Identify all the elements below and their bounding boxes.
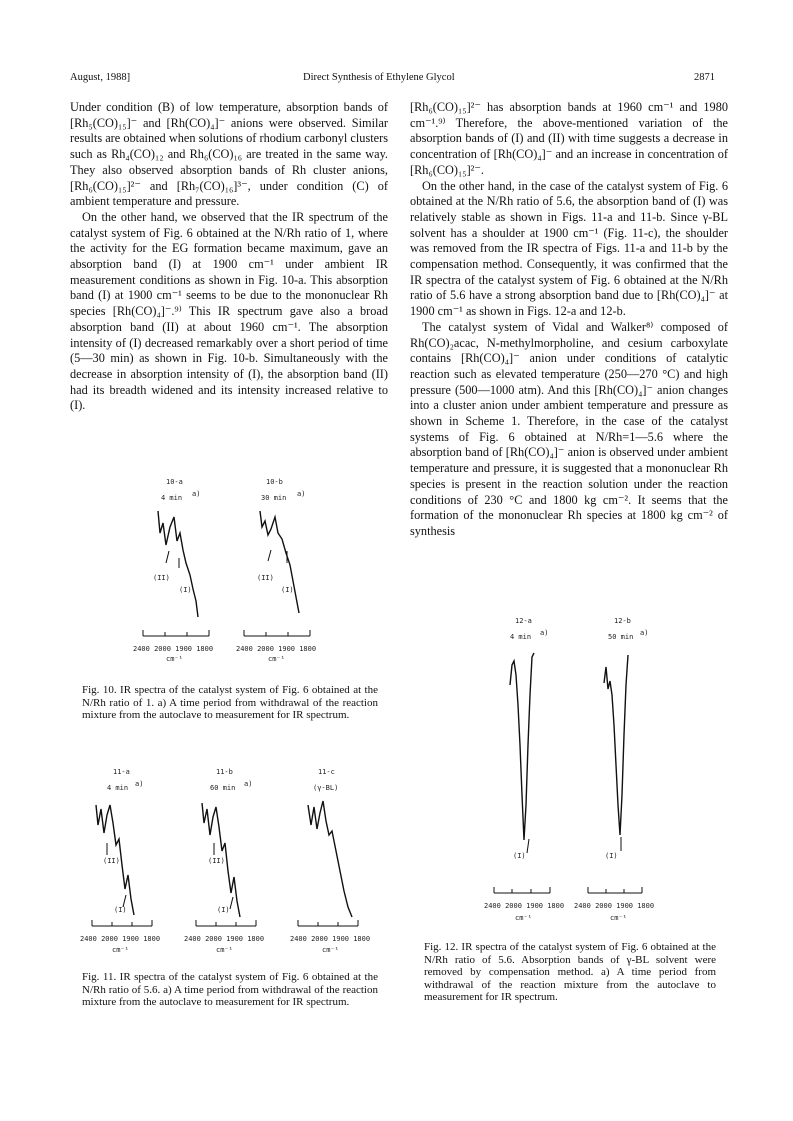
- panel-solvent: (γ-BL): [313, 784, 339, 792]
- band-label-i: (I): [217, 906, 230, 914]
- panel-note: a): [244, 780, 253, 788]
- panel-id: 11-c: [318, 768, 335, 776]
- band-label-ii: (II): [103, 857, 120, 865]
- panel-note: a): [540, 629, 549, 637]
- panel-time: 50 min: [608, 633, 634, 641]
- axis-10b: [244, 630, 314, 638]
- band-label-i: (I): [605, 852, 618, 860]
- axis-unit: cm⁻¹: [216, 946, 233, 954]
- band-label-ii: (II): [208, 857, 225, 865]
- axis-11c: [298, 920, 368, 928]
- axis-12b: [588, 887, 658, 895]
- panel-time: 4 min: [510, 633, 532, 641]
- axis-ticks: 2400 2000 1900 1800: [184, 935, 265, 943]
- panel-time: 4 min: [161, 494, 183, 502]
- axis-11a: [92, 920, 162, 928]
- panel-time: 30 min: [261, 494, 287, 502]
- ir-spectrum-11c: [302, 795, 382, 920]
- panel-time: 4 min: [107, 784, 129, 792]
- axis-ticks: 2400 2000 1900 1800: [236, 645, 317, 653]
- ir-spectrum-10a: [150, 505, 230, 625]
- paragraph: [Rh₆(CO)₁₅]²⁻ has absorption bands at 1960 cm⁻¹ and 1980 cm⁻¹.⁹⁾ Therefore, the above-mentioned variation of the absorption bands of (I) and (II) with time suggests a decrease in concentration of [Rh(CO)₄]⁻ and an increase in concentration of [Rh₆(CO)₁₅]²⁻.: [410, 100, 728, 177]
- axis-11b: [196, 920, 266, 928]
- axis-12a: [494, 887, 564, 895]
- axis-unit: cm⁻¹: [322, 946, 339, 954]
- panel-id: 11-b: [216, 768, 233, 776]
- panel-id: 11-a: [113, 768, 130, 776]
- panel-id: 12-b: [614, 617, 631, 625]
- left-column-text: [70, 100, 388, 414]
- band-label-i: (I): [114, 906, 127, 914]
- panel-id: 10-a: [166, 478, 183, 486]
- axis-ticks: 2400 2000 1900 1800: [484, 902, 565, 910]
- band-label-i: (I): [179, 586, 192, 594]
- page-number: 2871: [694, 72, 715, 83]
- panel-note: a): [192, 490, 201, 498]
- axis-ticks: 2400 2000 1900 1800: [290, 935, 371, 943]
- panel-note: a): [297, 490, 306, 498]
- axis-ticks: 2400 2000 1900 1800: [133, 645, 214, 653]
- paragraph: On the other hand, in the case of the catalyst system of Fig. 6 obtained at the N/Rh ratio of 5.6, the absorption band of (I) was relatively stable as shown in Figs. 11-a and 11-b. Since γ-BL solvent has a shoulder at 1900 cm⁻¹ (Fig. 11-c), the shoulder was removed from the IR spectra of Figs. 11-a and 11-b by the compensation method. Consequently, it was confirmed that the IR spectra of the catalyst system of Fig. 6 obtained at the N/Rh ratio of 5.6 have a strong absorption band due to [Rh(CO)₄]⁻ at 1900 cm⁻¹ as shown in Figs. 12-a and 12-b.: [410, 178, 728, 319]
- axis-10a: [143, 630, 213, 638]
- figure-11-caption: Fig. 11. IR spectra of the catalyst system of Fig. 6 obtained at the N/Rh ratio of 5.6. a) A time period from withdrawal of the reaction mixture from the autoclave to measurement for IR spectrum.: [82, 971, 378, 1009]
- axis-unit: cm⁻¹: [515, 914, 532, 922]
- axis-ticks: 2400 2000 1900 1800: [80, 935, 161, 943]
- figure-12-caption: Fig. 12. IR spectra of the catalyst system of Fig. 6 obtained at the N/Rh ratio of 5.6. Absorption bands of γ-BL solvent were removed by compensation method. a) A time period from withdrawal of the reaction mixture from the autoclave to measurement for IR spectrum.: [424, 941, 716, 1004]
- ir-spectrum-12b: [596, 645, 656, 845]
- paragraph: The catalyst system of Vidal and Walker⁸⁾ composed of Rh(CO)₂acac, N-methylmorpholine, and cesium carboxylate contains [Rh(CO)₄]⁻ anion under conditions of catalytic reaction such as elevated temperature (250—270 °C) and high pressure (500—1000 atm). And this [Rh(CO)₄]⁻ anion changes into a cluster anion under ambient temperature and pressure as shown in Scheme 1. Therefore, in the case of the catalyst systems of Fig. 6 obtained at N/Rh=1—5.6 where the absorption band of [Rh(CO)₄]⁻ anion is observed under ambient temperature and pressure, it is suggested that a mononuclear Rh species is present in the reaction solution under the reaction conditions of 230 °C and 1800 kg cm⁻². It seems that the formation of the mononuclear Rh species at 1800 kg cm⁻² of synthesis: [410, 319, 728, 538]
- right-column-text: [410, 100, 728, 540]
- figure-10-caption: Fig. 10. IR spectra of the catalyst system of Fig. 6 obtained at the N/Rh ratio of 1. a) A time period from withdrawal of the reaction mixture from the autoclave to measurement for IR spectrum.: [82, 684, 378, 722]
- panel-note: a): [640, 629, 649, 637]
- running-header-date: August, 1988]: [70, 72, 131, 83]
- band-label-ii: (II): [153, 574, 170, 582]
- ir-spectrum-12a: [500, 645, 560, 845]
- axis-unit: cm⁻¹: [610, 914, 627, 922]
- panel-id: 10-b: [266, 478, 283, 486]
- ir-spectrum-11a: [90, 795, 170, 920]
- axis-unit: cm⁻¹: [166, 655, 183, 663]
- paragraph: Under condition (B) of low temperature, absorption bands of [Rh₅(CO)₁₅]⁻ and [Rh(CO)₄]⁻ anions were observed. Similar results are obtained when solutions of rhodium carbonyl clusters such as Rh₄(CO)₁₂ and Rh₆(CO)₁₆ are treated in the same way. They also observed absorption bands of Rh cluster anions, [Rh₆(CO)₁₅]²⁻ and [Rh₇(CO)₁₆]³⁻, under condition (C) of ambient temperature and pressure.: [70, 100, 388, 209]
- paragraph: On the other hand, we observed that the IR spectrum of the catalyst system of Fig. 6 obtained at the N/Rh ratio of 1, where the activity for the EG formation became maximum, gave an absorption band (I) at 1900 cm⁻¹ under ambient IR measurement conditions as shown in Fig. 10-a. This absorption band (I) at 1900 cm⁻¹ seems to be due to the mononuclear Rh species [Rh(CO)₄]⁻.⁹⁾ This IR spectrum gave also a broad absorption band (II) at about 1960 cm⁻¹. The absorption intensity of (I) decreased remarkably over a short period of time (5—30 min) as shown in Fig. 10-b. Simultaneously with the decrease in absorption intensity of (I), the absorption band (II) had its breadth widened and its intensity increased relative to (I).: [70, 209, 388, 413]
- panel-id: 12-a: [515, 617, 532, 625]
- ir-spectrum-10b: [252, 505, 332, 625]
- panel-time: 60 min: [210, 784, 236, 792]
- axis-ticks: 2400 2000 1900 1800: [574, 902, 655, 910]
- panel-note: a): [135, 780, 144, 788]
- axis-unit: cm⁻¹: [268, 655, 285, 663]
- band-label-ii: (II): [257, 574, 274, 582]
- band-label-i: (I): [513, 852, 526, 860]
- band-label-i: (I): [281, 586, 294, 594]
- running-header-title: Direct Synthesis of Ethylene Glycol: [303, 72, 455, 83]
- axis-unit: cm⁻¹: [112, 946, 129, 954]
